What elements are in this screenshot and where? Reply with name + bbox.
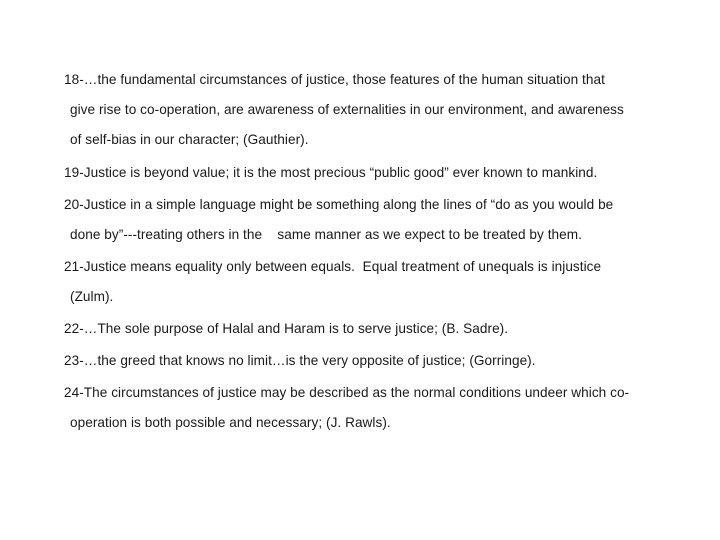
quote-19-line-1: 19-Justice is beyond value; it is the most precious “public good” ever known to mankind. [64, 165, 598, 180]
quote-23-line-1: 23-…the greed that knows no limit…is the very opposite of justice; (Gorringe). [64, 353, 536, 368]
quote-18-line-1: 18-…the fundamental circumstances of justice, those features of the human situation that [64, 72, 605, 87]
quote-24-line-2: operation is both possible and necessary; (J. Rawls). [70, 415, 391, 430]
quote-21-line-1: 21-Justice means equality only between equals. Equal treatment of unequals is injustice [64, 259, 602, 274]
quote-18-line-2: give rise to co-operation, are awareness of externalities in our environment, and awareness [70, 102, 624, 117]
quote-22-line-1: 22-…The sole purpose of Halal and Haram is to serve justice; (B. Sadre). [64, 321, 509, 336]
quote-20-line-1: 20-Justice in a simple language might be something along the lines of “do as you would be [64, 197, 614, 212]
quote-21-line-2: (Zulm). [70, 289, 114, 304]
quote-24-line-1: 24-The circumstances of justice may be described as the normal conditions undeer which co- [64, 385, 630, 400]
quote-18-line-3: of self-bias in our character; (Gauthier). [70, 132, 309, 147]
quote-20-line-2: done by”---treating others in the same manner as we expect to be treated by them. [70, 227, 582, 242]
